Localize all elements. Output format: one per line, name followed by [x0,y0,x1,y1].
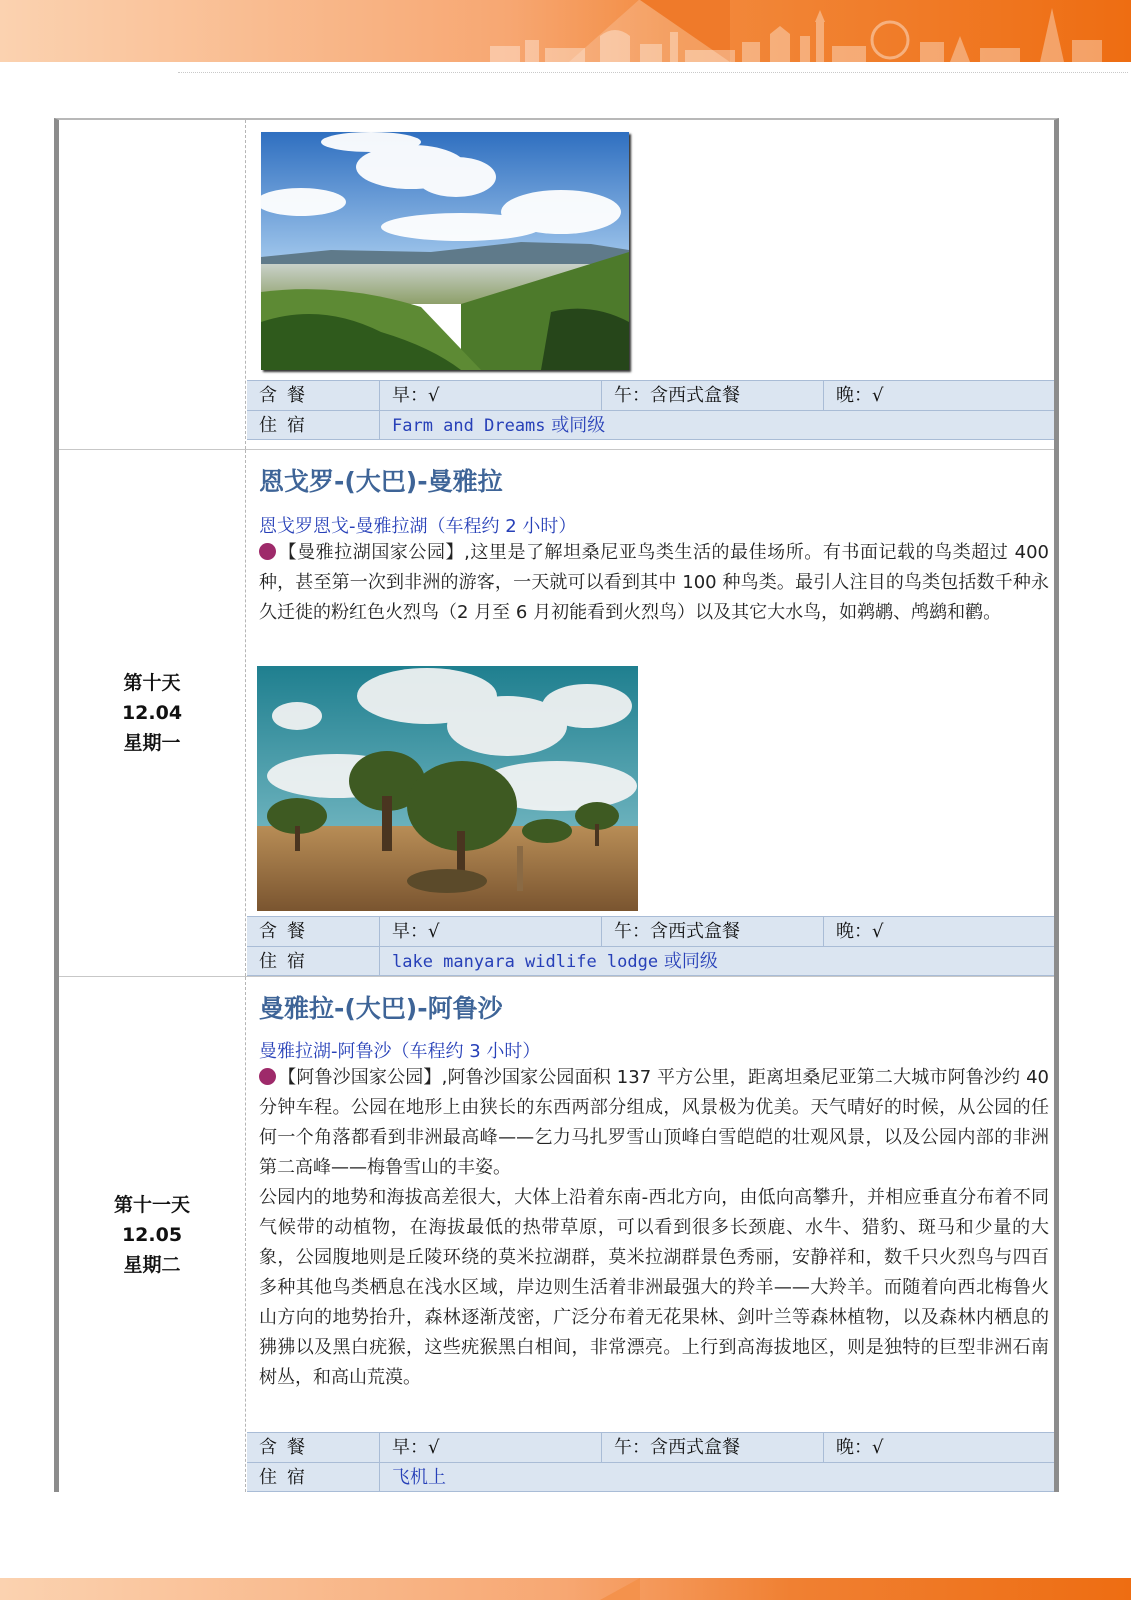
ngorongoro-crater-photo [261,132,629,370]
lunch-value: 午：含西式盒餐 [602,917,824,946]
day-row-day10 [59,450,1054,977]
hotel-row [247,410,1054,440]
bullet-icon [259,543,276,560]
itinerary-frame [54,118,1059,1492]
day-content-cell [247,977,1054,1492]
meal-hotel-table [247,1432,1054,1492]
dinner-value: 晚：√ [836,385,884,406]
day-weekday: 星期二 [123,1253,181,1276]
day-label-cell [59,977,246,1492]
dinner-value: 晚：√ [836,921,884,942]
manyara-savanna-photo [257,666,638,911]
route-description: 【阿鲁沙国家公园】,阿鲁沙国家公园面积 137 平方公里，距离坦桑尼亚第二大城市阿鲁沙约 40 分钟车程。公园在地形上由狭长的东西两部分组成，风景极为优美。天气晴好的时候，从公园的任何一个角落都看到非洲最高峰——乞力马扎罗雪山顶峰白雪皑皑的壮观风景，以及公园内部的非洲第二高峰——梅鲁雪山的丰姿。 [259,1067,1049,1178]
meals-row [247,916,1054,946]
breakfast-value: 早：√ [380,1433,602,1462]
route-subtitle: 曼雅拉湖-阿鲁沙（车程约 3 小时） [259,1041,541,1062]
hotel-name-suffix: 飞机上 [392,1467,446,1488]
bullet-icon [259,1068,276,1085]
header-banner [0,0,1131,62]
hotel-value [380,947,1054,976]
route-subtitle: 恩戈罗恩戈-曼雅拉湖（车程约 2 小时） [259,516,577,537]
route-description-2: 公园内的地势和海拔高差很大，大体上沿着东南-西北方向，由低向高攀升，并相应垂直分布着不同气候带的动植物，在海拔最低的热带草原，可以看到很多长颈鹿、水牛、猎豹、斑马和少量的大象，公园腹地则是丘陵环绕的莫米拉湖群，莫米拉湖群景色秀丽，安静祥和，数千只火烈鸟与四百多种其他鸟类栖息在浅水区域，岸边则生活着非洲最强大的羚羊——大羚羊。而随着向西北梅鲁火山方向的地势抬升，森林逐渐茂密，广泛分布着无花果林、剑叶兰等森林植物，以及森林内栖息的狒狒以及黑白疣猴，这些疣猴黑白相间，非常漂亮。上行到高海拔地区，则是独特的巨型非洲石南树丛，和高山荒漠。 [259,1187,1049,1388]
meals-label: 含餐 [247,381,380,410]
day-content-cell [247,120,1054,449]
day-label-cell [59,450,246,976]
hotel-name-suffix: 或同级 [658,951,718,972]
hotel-label: 住宿 [247,411,380,440]
city-skyline-icon [480,6,1120,62]
breakfast-value: 早：√ [380,917,602,946]
hotel-value [380,1463,1054,1492]
dinner-value: 晚：√ [836,1437,884,1458]
breakfast-value: 早：√ [380,381,602,410]
day-row-continuation [59,120,1054,450]
route-description: 【曼雅拉湖国家公园】,这里是了解坦桑尼亚鸟类生活的最佳场所。有书面记载的鸟类超过 400 种，甚至第一次到非洲的游客，一天就可以看到其中 100 种鸟类。最引人注目的鸟类包括数千种永久迁徙的粉红色火烈鸟（2 月至 6 月初能看到火烈鸟）以及其它大水鸟，如鹈鹕、鸬鹚和鹳。 [259,542,1049,623]
day-label-cell [59,120,246,449]
meal-hotel-table [247,380,1054,440]
day-content-cell [247,450,1054,976]
hotel-name-en: Farm and Dreams [392,416,546,436]
meal-hotel-table [247,916,1054,976]
day-number: 第十一天 [113,1193,190,1216]
hotel-label: 住宿 [247,947,380,976]
meals-label: 含餐 [247,917,380,946]
lunch-value: 午：含西式盒餐 [602,381,824,410]
hotel-value [380,411,1054,440]
meals-label: 含餐 [247,1433,380,1462]
day-row-day11 [59,977,1054,1492]
day-weekday: 星期一 [123,732,181,754]
footer-banner [0,1578,1131,1600]
hotel-label: 住宿 [247,1463,380,1492]
day-number: 第十天 [123,672,181,694]
meals-row [247,1432,1054,1462]
day-date: 12.05 [121,1223,183,1246]
header-divider [178,72,1128,73]
hotel-name-suffix: 或同级 [545,415,606,436]
hotel-name-en: lake manyara widlife lodge [392,952,659,972]
day-date: 12.04 [121,702,183,724]
route-title: 恩戈罗-(大巴)-曼雅拉 [259,467,503,496]
hotel-row [247,1462,1054,1492]
lunch-value: 午：含西式盒餐 [602,1433,824,1462]
route-title: 曼雅拉-(大巴)-阿鲁沙 [259,994,503,1023]
meals-row [247,380,1054,410]
hotel-row [247,946,1054,976]
